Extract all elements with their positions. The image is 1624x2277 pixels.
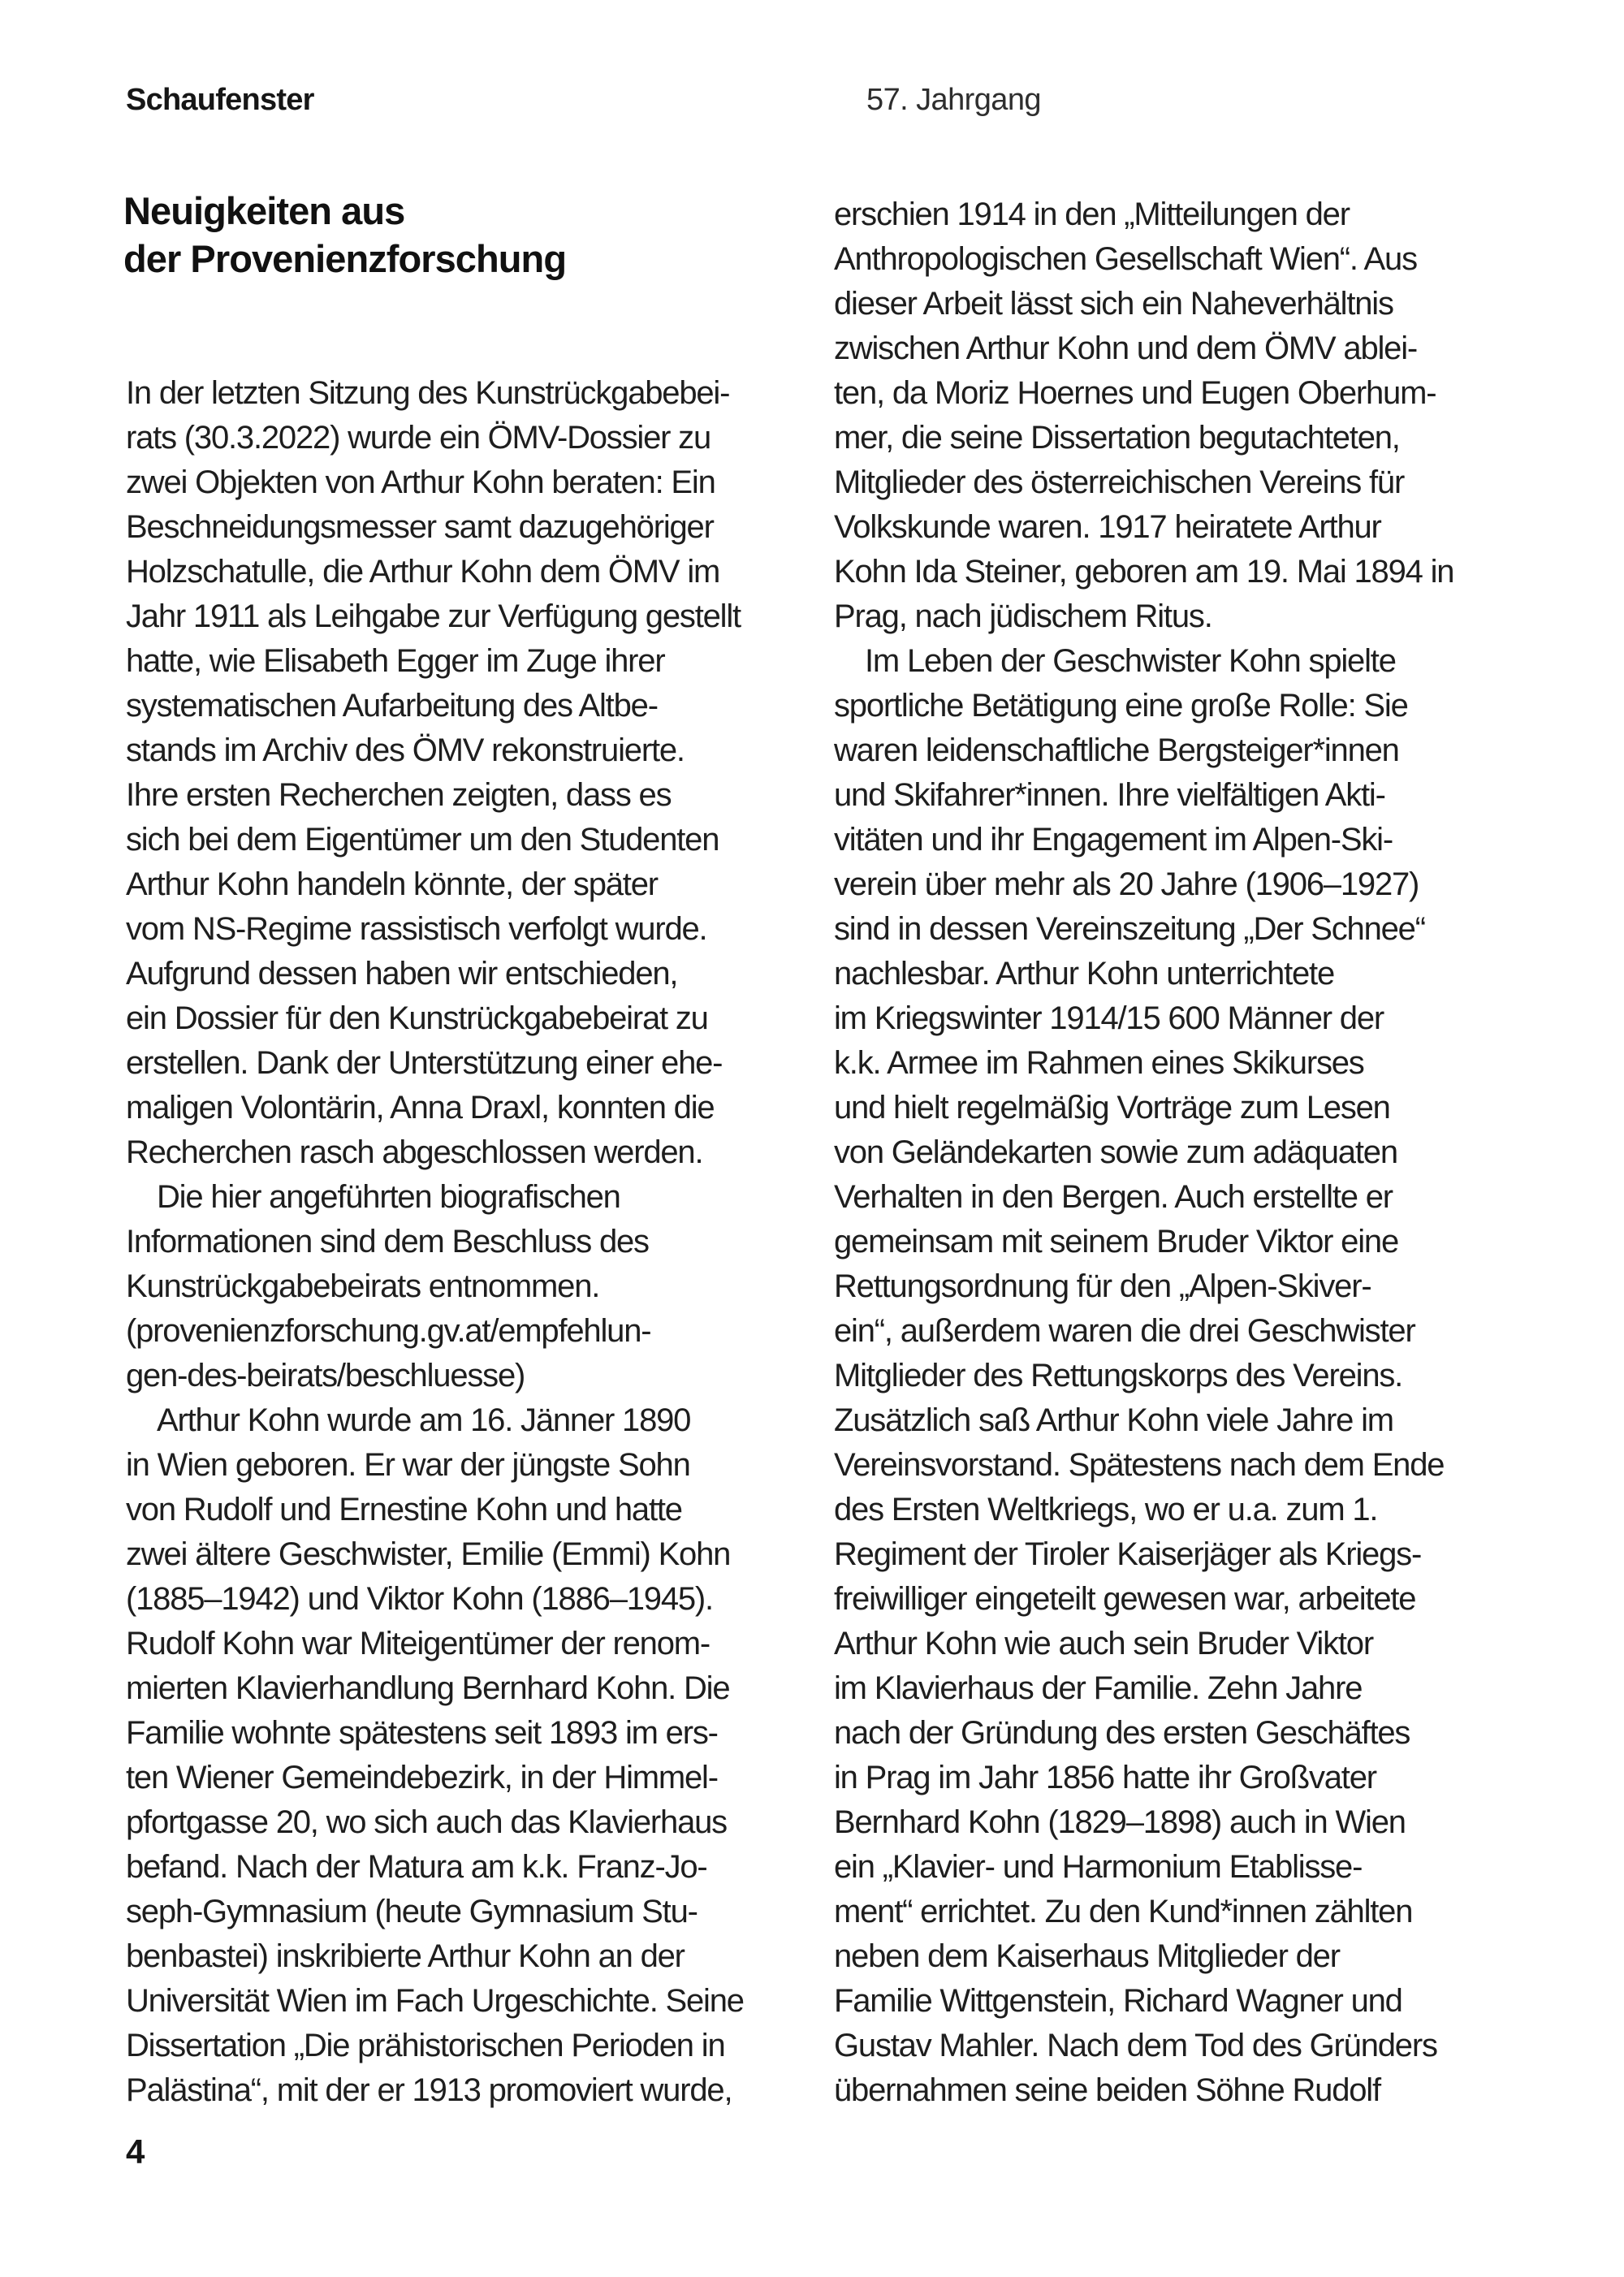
text-line: Arthur Kohn handeln könnte, der später bbox=[126, 866, 658, 902]
text-line: Holzschatulle, die Arthur Kohn dem ÖMV im bbox=[126, 554, 720, 590]
text-line: der Provenienzforschung bbox=[123, 237, 567, 280]
text-line: in Wien geboren. Er war der jüngste Sohn bbox=[126, 1447, 690, 1483]
text-line: Prag, nach jüdischem Ritus. bbox=[834, 598, 1212, 634]
left-column bbox=[126, 371, 824, 2113]
text-line: stands im Archiv des ÖMV rekonstruierte. bbox=[126, 732, 685, 768]
text-line: Die hier angeführten biografischen bbox=[157, 1179, 620, 1215]
section-header: Schaufenster bbox=[126, 83, 314, 117]
text-line: (provenienzforschung.gv.at/empfehlun- bbox=[126, 1313, 651, 1349]
text-line: benbastei) inskribierte Arthur Kohn an der bbox=[126, 1938, 685, 1974]
text-line: Kohn Ida Steiner, geboren am 19. Mai 1894 in bbox=[834, 554, 1454, 590]
text-line: befand. Nach der Matura am k.k. Franz-Jo- bbox=[126, 1849, 707, 1885]
text-line: Verhalten in den Bergen. Auch erstellte er bbox=[834, 1179, 1393, 1215]
text-line: Jahr 1911 als Leihgabe zur Verfügung gestellt bbox=[126, 598, 741, 634]
text-line: ein „Klavier- und Harmonium Etablisse- bbox=[834, 1849, 1363, 1885]
text-line: im Klavierhaus der Familie. Zehn Jahre bbox=[834, 1670, 1363, 1706]
text-line: Regiment der Tiroler Kaiserjäger als Kriegs- bbox=[834, 1536, 1422, 1572]
text-line: zwischen Arthur Kohn und dem ÖMV ablei- bbox=[834, 331, 1418, 366]
text-line: übernahmen seine beiden Söhne Rudolf bbox=[834, 2072, 1380, 2108]
text-line: freiwilliger eingeteilt gewesen war, arbeitete bbox=[834, 1581, 1416, 1617]
text-line: Neuigkeiten aus bbox=[123, 189, 405, 232]
text-line: seph-Gymnasium (heute Gymnasium Stu- bbox=[126, 1894, 698, 1929]
text-line: Rudolf Kohn war Miteigentümer der renom- bbox=[126, 1626, 710, 1661]
text-line: ein“, außerdem waren die drei Geschwister bbox=[834, 1313, 1415, 1349]
text-line: rats (30.3.2022) wurde ein ÖMV-Dossier zu bbox=[126, 420, 711, 456]
text-line: neben dem Kaiserhaus Mitglieder der bbox=[834, 1938, 1340, 1974]
text-line: (1885–1942) und Viktor Kohn (1886–1945). bbox=[126, 1581, 713, 1617]
text-line: vom NS-Regime rassistisch verfolgt wurde. bbox=[126, 911, 707, 947]
text-line: Arthur Kohn wie auch sein Bruder Viktor bbox=[834, 1626, 1373, 1661]
text-line: ten, da Moriz Hoernes und Eugen Oberhum- bbox=[834, 375, 1436, 411]
text-line: erstellen. Dank der Unterstützung einer ehe- bbox=[126, 1045, 723, 1081]
text-line: pfortgasse 20, wo sich auch das Klavierhaus bbox=[126, 1804, 727, 1840]
text-line: Vereinsvorstand. Spätestens nach dem Ende bbox=[834, 1447, 1445, 1483]
text-line: Recherchen rasch abgeschlossen werden. bbox=[126, 1134, 703, 1170]
volume-header: 57. Jahrgang bbox=[866, 83, 1041, 117]
text-line: Zusätzlich saß Arthur Kohn viele Jahre im bbox=[834, 1402, 1393, 1438]
text-line: gemeinsam mit seinem Bruder Viktor eine bbox=[834, 1224, 1398, 1259]
text-line: Anthropologischen Gesellschaft Wien“. Aus bbox=[834, 241, 1417, 277]
text-line: verein über mehr als 20 Jahre (1906–1927) bbox=[834, 866, 1419, 902]
text-line: Familie wohnte spätestens seit 1893 im ers- bbox=[126, 1715, 718, 1751]
text-line: maligen Volontärin, Anna Draxl, konnten die bbox=[126, 1090, 715, 1126]
text-line: von Geländekarten sowie zum adäquaten bbox=[834, 1134, 1397, 1170]
text-line: und hielt regelmäßig Vorträge zum Lesen bbox=[834, 1090, 1390, 1126]
text-line: waren leidenschaftliche Bergsteiger*innen bbox=[834, 732, 1399, 768]
text-line: Palästina“, mit der er 1913 promoviert wurde, bbox=[126, 2072, 732, 2108]
text-line: nachlesbar. Arthur Kohn unterrichtete bbox=[834, 956, 1335, 992]
text-line: Rettungsordnung für den „Alpen-Skiver- bbox=[834, 1268, 1371, 1304]
text-line: Arthur Kohn wurde am 16. Jänner 1890 bbox=[157, 1402, 691, 1438]
text-line: nach der Gründung des ersten Geschäftes bbox=[834, 1715, 1410, 1751]
text-line: In der letzten Sitzung des Kunstrückgabebei- bbox=[126, 375, 730, 411]
text-line: und Skifahrer*innen. Ihre vielfältigen Akti- bbox=[834, 777, 1385, 813]
text-line: des Ersten Weltkriegs, wo er u.a. zum 1. bbox=[834, 1492, 1378, 1527]
text-line: Familie Wittgenstein, Richard Wagner und bbox=[834, 1983, 1402, 2019]
text-line: ten Wiener Gemeindebezirk, in der Himmel- bbox=[126, 1760, 718, 1795]
text-line: Beschneidungsmesser samt dazugehöriger bbox=[126, 509, 714, 545]
text-line: Kunstrückgabebeirats entnommen. bbox=[126, 1268, 600, 1304]
text-line: ein Dossier für den Kunstrückgabebeirat zu bbox=[126, 1000, 708, 1036]
text-line: mer, die seine Dissertation begutachteten, bbox=[834, 420, 1400, 456]
text-line: Bernhard Kohn (1829–1898) auch in Wien bbox=[834, 1804, 1406, 1840]
text-line: Volkskunde waren. 1917 heiratete Arthur bbox=[834, 509, 1381, 545]
text-line: Mitglieder des Rettungskorps des Vereins. bbox=[834, 1358, 1403, 1393]
text-line: Ihre ersten Recherchen zeigten, dass es bbox=[126, 777, 672, 813]
text-line: Informationen sind dem Beschluss des bbox=[126, 1224, 649, 1259]
text-line: sich bei dem Eigentümer um den Studenten bbox=[126, 822, 719, 858]
text-line: im Kriegswinter 1914/15 600 Männer der bbox=[834, 1000, 1384, 1036]
text-line: sportliche Betätigung eine große Rolle: Sie bbox=[834, 688, 1408, 724]
text-line: Dissertation „Die prähistorischen Perioden in bbox=[126, 2028, 725, 2063]
text-line: Gustav Mahler. Nach dem Tod des Gründers bbox=[834, 2028, 1437, 2063]
text-line: zwei Objekten von Arthur Kohn beraten: Ein bbox=[126, 464, 715, 500]
article-title bbox=[123, 187, 566, 283]
text-line: Universität Wien im Fach Urgeschichte. Seine bbox=[126, 1983, 744, 2019]
text-line: dieser Arbeit lässt sich ein Naheverhältnis bbox=[834, 286, 1393, 322]
text-line: Mitglieder des österreichischen Vereins für bbox=[834, 464, 1405, 500]
text-line: erschien 1914 in den „Mitteilungen der bbox=[834, 197, 1350, 232]
page-number: 4 bbox=[126, 2132, 145, 2171]
text-line: k.k. Armee im Rahmen eines Skikurses bbox=[834, 1045, 1364, 1081]
text-line: vitäten und ihr Engagement im Alpen-Ski- bbox=[834, 822, 1393, 858]
text-line: Im Leben der Geschwister Kohn spielte bbox=[865, 643, 1396, 679]
text-line: zwei ältere Geschwister, Emilie (Emmi) Kohn bbox=[126, 1536, 731, 1572]
text-line: ment“ errichtet. Zu den Kund*innen zählten bbox=[834, 1894, 1413, 1929]
text-line: hatte, wie Elisabeth Egger im Zuge ihrer bbox=[126, 643, 665, 679]
text-line: in Prag im Jahr 1856 hatte ihr Großvater bbox=[834, 1760, 1376, 1795]
right-column bbox=[834, 192, 1532, 2113]
text-line: sind in dessen Vereinszeitung „Der Schnee“ bbox=[834, 911, 1425, 947]
text-line: gen-des-beirats/beschluesse) bbox=[126, 1358, 525, 1393]
text-line: mierten Klavierhandlung Bernhard Kohn. Die bbox=[126, 1670, 730, 1706]
text-line: von Rudolf und Ernestine Kohn und hatte bbox=[126, 1492, 682, 1527]
text-line: Aufgrund dessen haben wir entschieden, bbox=[126, 956, 678, 992]
text-line: systematischen Aufarbeitung des Altbe- bbox=[126, 688, 658, 724]
